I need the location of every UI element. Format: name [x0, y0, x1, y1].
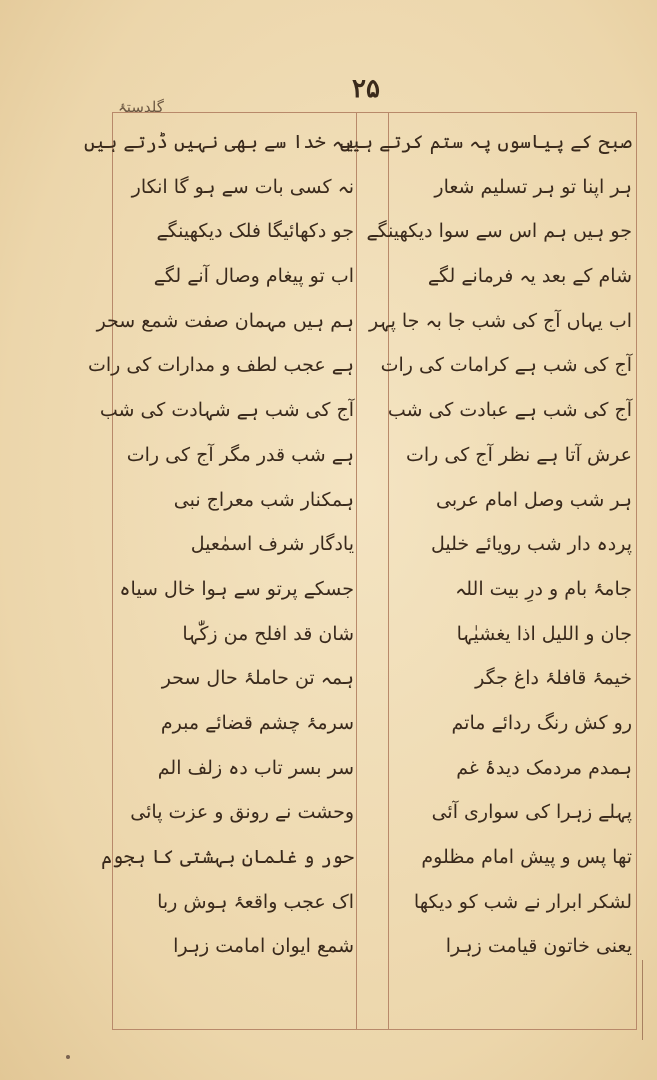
verse-line: وحشت نے رونق و عزت پائی [130, 801, 354, 824]
verse-line: لشکر ابرار نے شب کو دیکھا [413, 890, 632, 913]
verse-line: رو کش رنگ ردائے ماتم [451, 711, 632, 734]
verse-line: جو ہیں ہم اس سے سوا دیکھینگے [366, 220, 632, 243]
verse-line: ہمہ تن حاملۂ حال سحر [161, 667, 354, 690]
verse-line: شام کے بعد یہ فرمانے لگے [427, 265, 632, 288]
verse-line: جو دکھائیگا فلک دیکھینگے [156, 220, 354, 243]
verse-line: عرش آتا ہے نظر آج کی رات [406, 443, 632, 466]
verse-line: آج کی شب ہے شہادت کی شب [99, 399, 354, 422]
verse-line: اب یہاں آج کی شب جا بہ جا پہر [368, 309, 632, 332]
verse-line: ہے شب قدر مگر آج کی رات [126, 443, 354, 466]
verse-line: یادگار شرف اسمٰعیل [190, 533, 354, 556]
verse-line: خیمۂ قافلۂ داغ جگر [475, 667, 632, 690]
verse-line: ہر اپنا تو ہر تسلیم شعار [434, 175, 632, 198]
left-column [83, 120, 354, 969]
verse-line: پردہ دار شب رویائے خلیل [430, 533, 632, 556]
page-edge-mark [642, 960, 649, 1040]
verse-line: ہم ہیں مہمان صفت شمع سحر [96, 309, 354, 332]
verse-line: سرمۂ چشم قضائے مبرم [160, 711, 354, 734]
header-note: گلدستۂ [118, 98, 164, 116]
verse-line: سر بسر تاب دہ زلف الم [157, 756, 354, 779]
verse-line: آج کی شب ہے عبادت کی شب [387, 399, 632, 422]
verse-line: صبح کے پیاسوں پہ ستم کرتے ہیں [339, 131, 632, 153]
ink-dot [66, 1055, 70, 1059]
verse-line: اک عجب واقعۂ ہوش ربا [157, 890, 354, 913]
verse-line: جامۂ بام و درِ بیت اللہ [455, 577, 632, 600]
verse-line: ہمکنار شب معراج نبی [173, 488, 354, 511]
verse-line: یعنی خاتون قیامت زہرا [445, 935, 632, 958]
verse-line: اب تو پیغام وصال آنے لگے [153, 265, 354, 288]
verse-line: نہ کسی بات سے ہو گا انکار [131, 175, 354, 198]
verse-line: آج کی شب ہے کرامات کی رات [380, 354, 632, 377]
verse-line: ہے عجب لطف و مدارات کی رات [88, 354, 354, 377]
verse-line: جسکے پرتو سے ہوا خال سیاہ [119, 577, 354, 600]
page-number: ۲۵ [352, 74, 380, 104]
verse-line: شمع ایوان امامت زہرا [173, 935, 354, 958]
verse-line: تھا پس و پیش امام مظلوم [421, 846, 632, 868]
verse-line: پہلے زہرا کی سواری آئی [431, 801, 632, 824]
verse-line: ہر شب وصل امام عربی [435, 488, 632, 511]
verse-line: ہمدم مردمک دیدۂ غم [456, 756, 632, 779]
column-divider [356, 112, 357, 1030]
verse-line: جان و اللیل اذا یغشیٰہا [456, 622, 632, 645]
verse-line: شان قد افلح من زکّٰہا [182, 622, 354, 645]
verse-line: حور و غلمان بہشتی کا ہجوم [101, 846, 354, 868]
verse-line: یہ خدا سے بھی نہیں ڈرتے ہیں [83, 131, 354, 153]
right-column [339, 120, 632, 969]
